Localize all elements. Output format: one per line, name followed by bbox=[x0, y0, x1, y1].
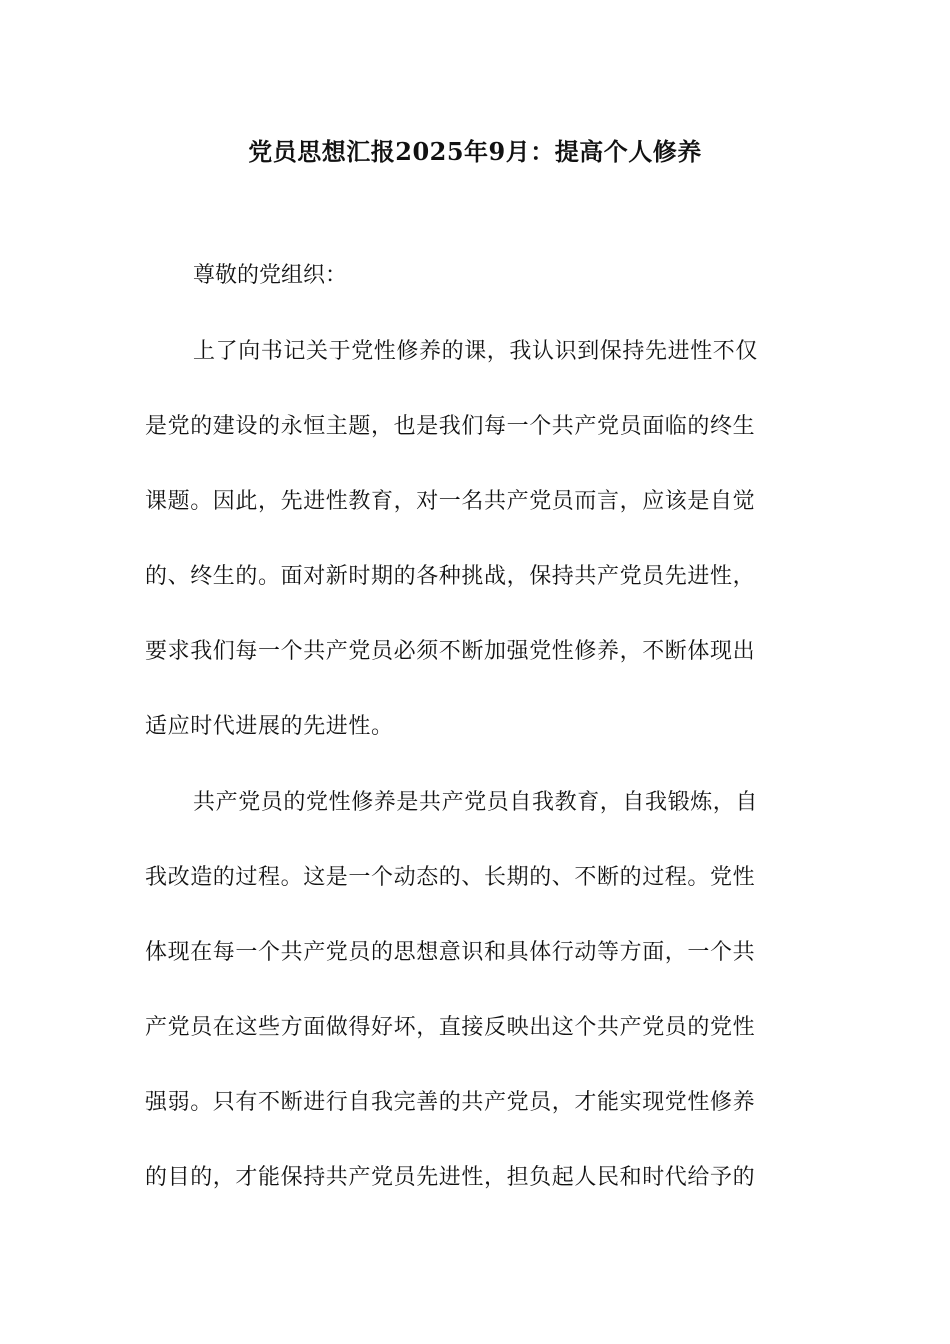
paragraph-line: 产党员在这些方面做得好坏，直接反映出这个共产党员的党性 bbox=[145, 1015, 756, 1040]
salutation: 尊敬的党组织： bbox=[193, 263, 348, 288]
paragraph-line: 的目的，才能保持共产党员先进性，担负起人民和时代给予的 bbox=[145, 1165, 756, 1190]
paragraph-line: 的、终生的。面对新时期的各种挑战，保持共产党员先进性， bbox=[145, 564, 756, 589]
paragraph-line: 要求我们每一个共产党员必须不断加强党性修养，不断体现出 bbox=[145, 639, 756, 664]
paragraph-line: 我改造的过程。这是一个动态的、长期的、不断的过程。党性 bbox=[145, 865, 756, 890]
paragraph-line: 共产党员的党性修养是共产党员自我教育，自我锻炼，自 bbox=[193, 790, 759, 815]
paragraph-line: 上了向书记关于党性修养的课，我认识到保持先进性不仅 bbox=[193, 339, 759, 364]
document-title: 党员思想汇报2025年9月：提高个人修养 bbox=[248, 137, 702, 166]
paragraph-line: 适应时代进展的先进性。 bbox=[145, 714, 394, 739]
paragraph-line: 强弱。只有不断进行自我完善的共产党员，才能实现党性修养 bbox=[145, 1090, 756, 1115]
paragraph-line: 是党的建设的永恒主题，也是我们每一个共产党员面临的终生 bbox=[145, 414, 756, 439]
paragraph-line: 体现在每一个共产党员的思想意识和具体行动等方面，一个共 bbox=[145, 940, 756, 965]
paragraph-line: 课题。因此，先进性教育，对一名共产党员而言，应该是自觉 bbox=[145, 489, 756, 514]
